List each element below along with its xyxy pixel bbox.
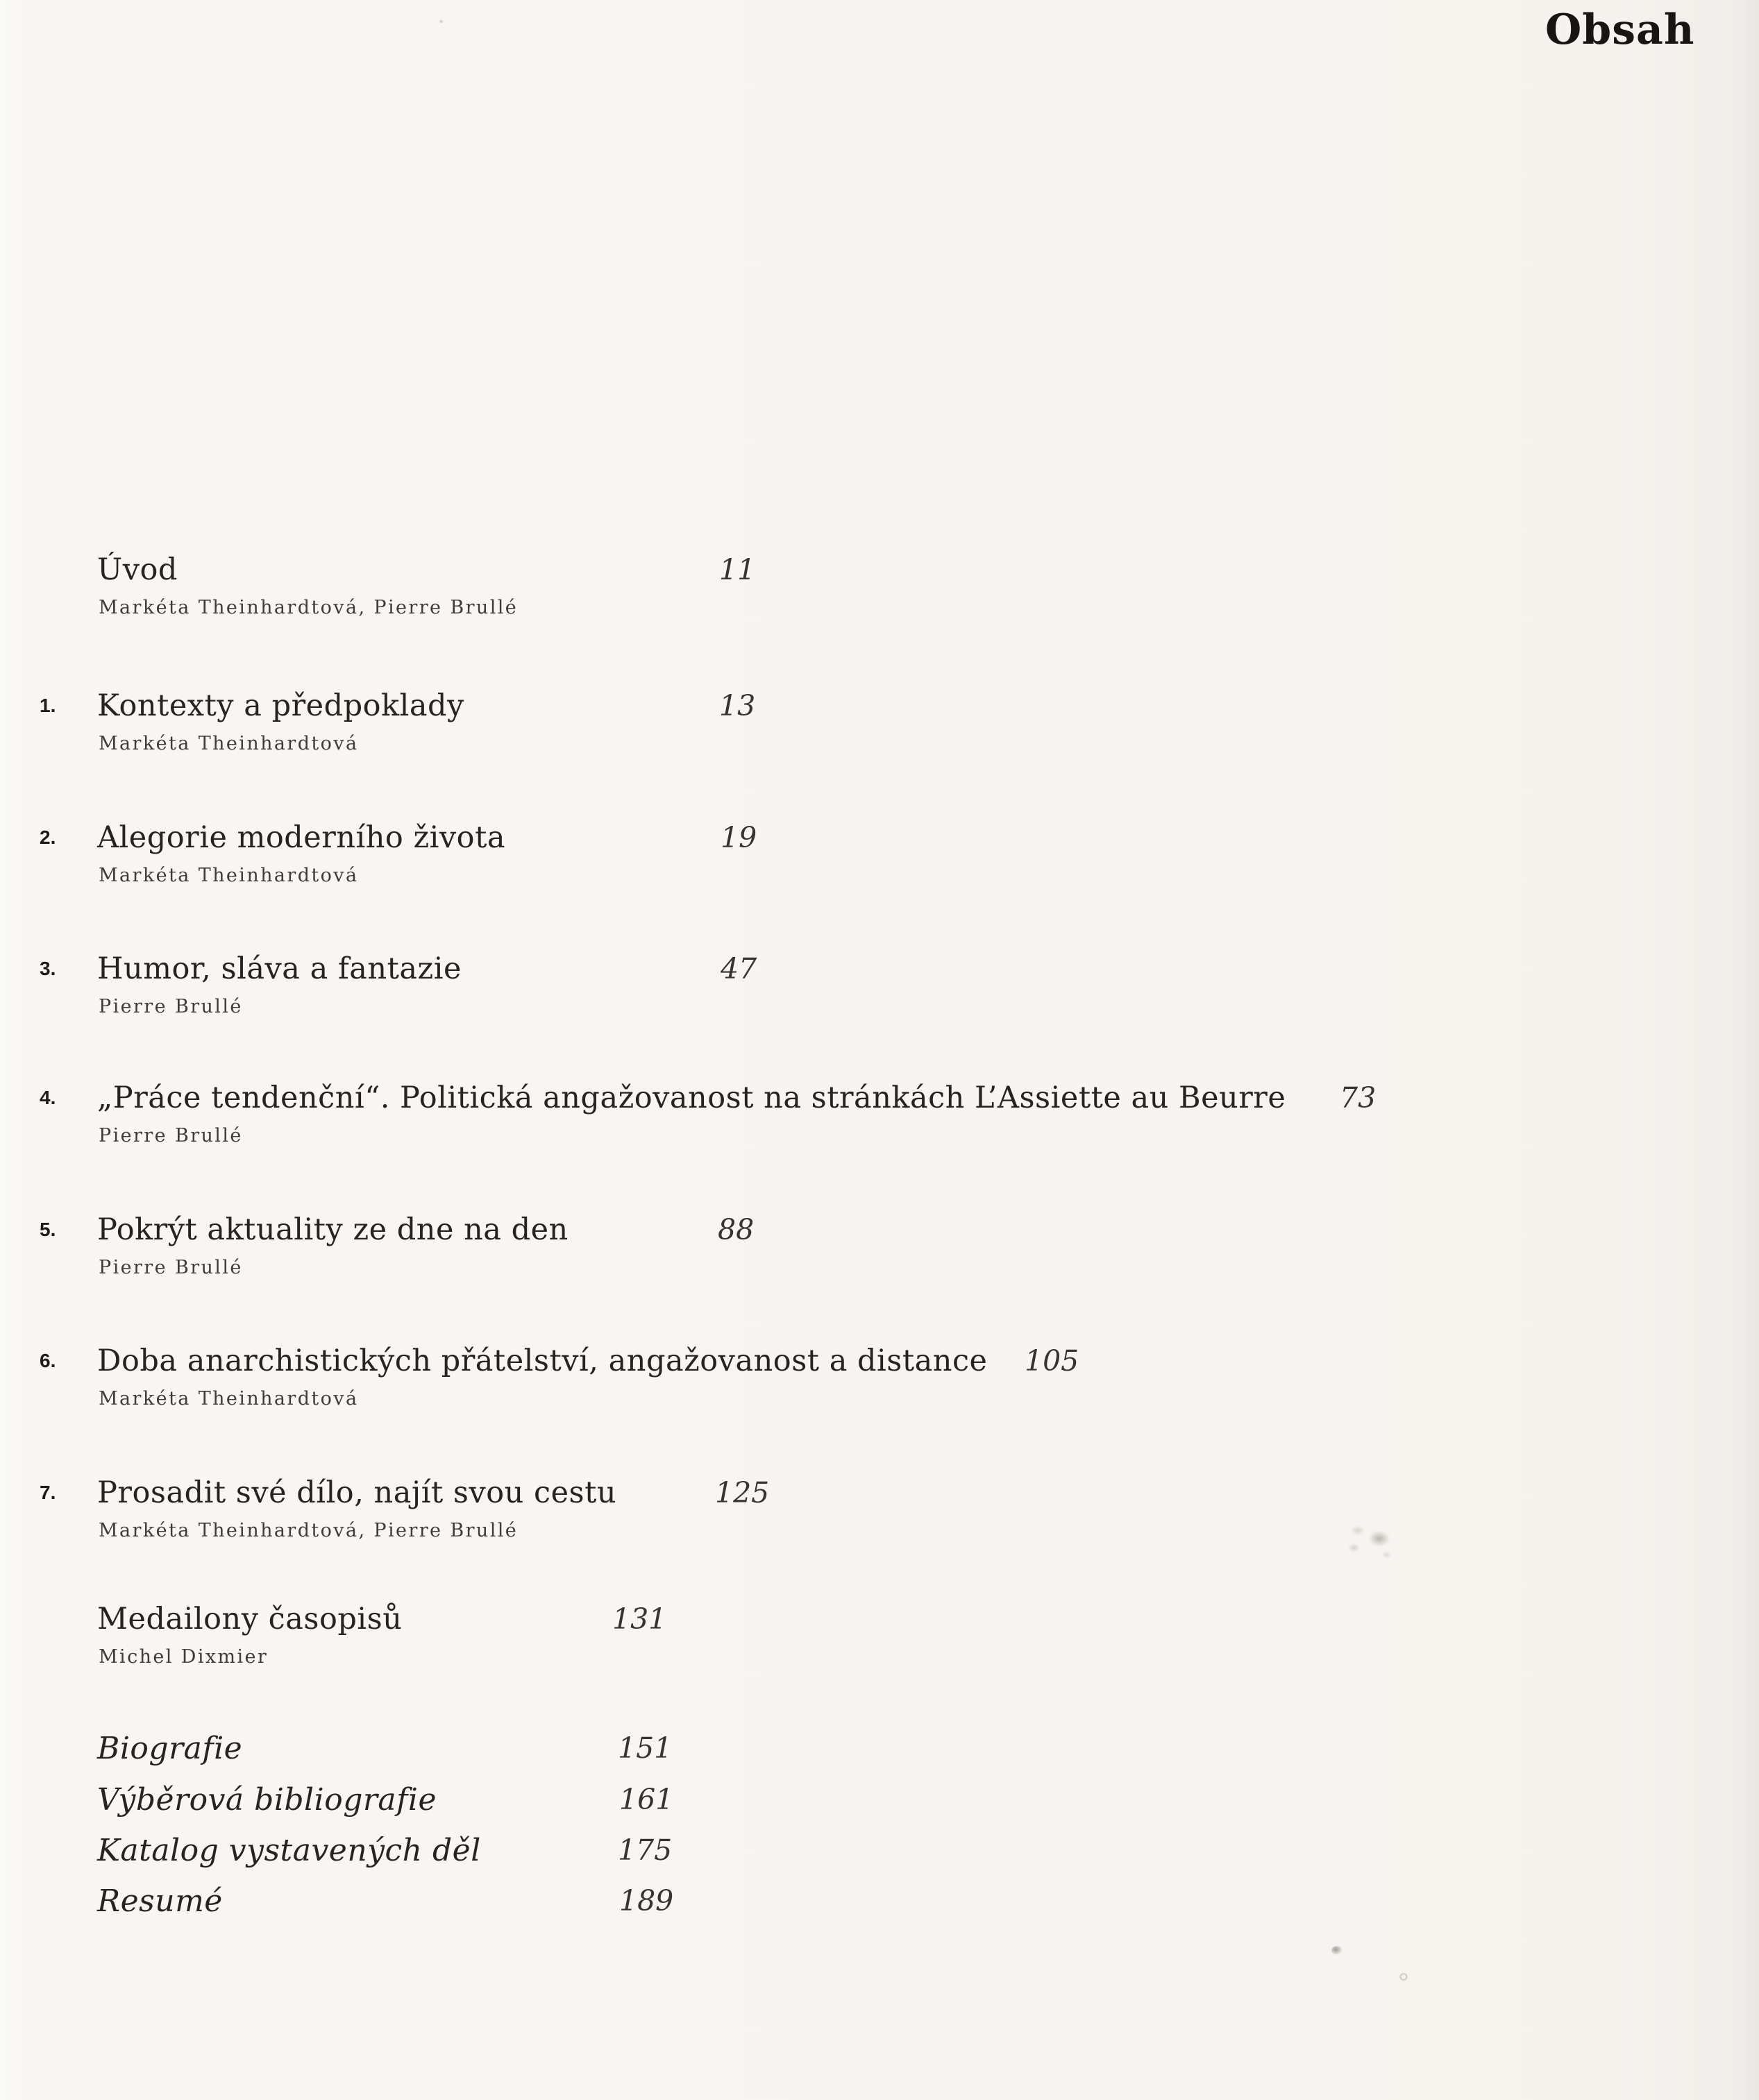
toc-entry-1 [0, 688, 1759, 779]
entry-page-number: 73 [1340, 1081, 1377, 1115]
entry-title: Prosadit své dílo, najít svou cestu [97, 1475, 617, 1510]
toc-entry-7 [0, 1475, 1759, 1566]
entry-title: Katalog vystavených děl [97, 1833, 481, 1868]
entry-page-number: 151 [618, 1731, 673, 1765]
entry-title: Humor, sláva a fantazie [97, 951, 462, 986]
entry-number: 1. [40, 695, 56, 716]
entry-number: 7. [40, 1482, 56, 1503]
entry-page-number: 105 [1025, 1344, 1079, 1378]
entry-authors: Pierre Brullé [99, 996, 243, 1017]
entry-title: Kontexty a předpoklady [97, 688, 464, 723]
toc-entry-5 [0, 1212, 1759, 1303]
entry-title: Resumé [97, 1883, 223, 1919]
entry-page-number: 13 [719, 689, 756, 722]
entry-title: Biografie [97, 1731, 243, 1766]
backmatter-bibliografie [0, 1782, 1759, 1831]
entry-authors: Markéta Theinhardtová [99, 865, 359, 886]
toc-entry-medailony [0, 1602, 1759, 1692]
backmatter-resume [0, 1883, 1759, 1932]
backmatter-katalog [0, 1833, 1759, 1881]
entry-page-number: 19 [721, 821, 757, 854]
entry-authors: Markéta Theinhardtová [99, 733, 359, 754]
entry-title: Pokrýt aktuality ze dne na den [97, 1212, 569, 1247]
toc-entry-6 [0, 1344, 1759, 1434]
entry-authors: Markéta Theinhardtová, Pierre Brullé [99, 1520, 519, 1541]
ink-smudge [1327, 1514, 1404, 1568]
entry-title: „Práce tendenční“. Politická angažovanost na stránkách L’Assiette au Beurre [97, 1081, 1286, 1115]
entry-authors: Michel Dixmier [99, 1646, 269, 1668]
entry-number: 5. [40, 1219, 56, 1240]
entry-page-number: 161 [619, 1783, 674, 1816]
entry-page-number: 47 [721, 952, 757, 985]
entry-title: Doba anarchistických přátelství, angažovanost a distance [97, 1344, 988, 1378]
entry-title: Úvod [97, 552, 178, 587]
scan-speck [1331, 1946, 1343, 1955]
entry-authors: Pierre Brullé [99, 1125, 243, 1146]
entry-authors: Markéta Theinhardtová [99, 1388, 359, 1409]
scan-speck [1399, 1973, 1408, 1981]
entry-page-number: 189 [619, 1884, 674, 1917]
entry-page-number: 175 [618, 1834, 673, 1867]
entry-page-number: 11 [719, 553, 756, 586]
toc-entry-2 [0, 820, 1759, 911]
entry-number: 2. [40, 827, 56, 848]
entry-page-number: 131 [612, 1602, 667, 1636]
entry-title: Výběrová bibliografie [97, 1782, 437, 1818]
entry-number: 6. [40, 1350, 56, 1371]
toc-entry-4 [0, 1081, 1759, 1171]
entry-page-number: 125 [715, 1476, 770, 1509]
entry-authors: Markéta Theinhardtová, Pierre Brullé [99, 597, 519, 618]
entry-number: 3. [40, 958, 56, 979]
scan-speck [439, 19, 444, 24]
toc-entry-3 [0, 951, 1759, 1042]
entry-number: 4. [40, 1087, 56, 1108]
page-title: Obsah [1545, 6, 1695, 54]
toc-entry-uvod [0, 552, 1759, 643]
entry-title: Medailony časopisů [97, 1602, 403, 1636]
backmatter-biografie [0, 1731, 1759, 1779]
entry-authors: Pierre Brullé [99, 1257, 243, 1278]
entry-title: Alegorie moderního života [97, 820, 505, 855]
entry-page-number: 88 [718, 1213, 755, 1246]
